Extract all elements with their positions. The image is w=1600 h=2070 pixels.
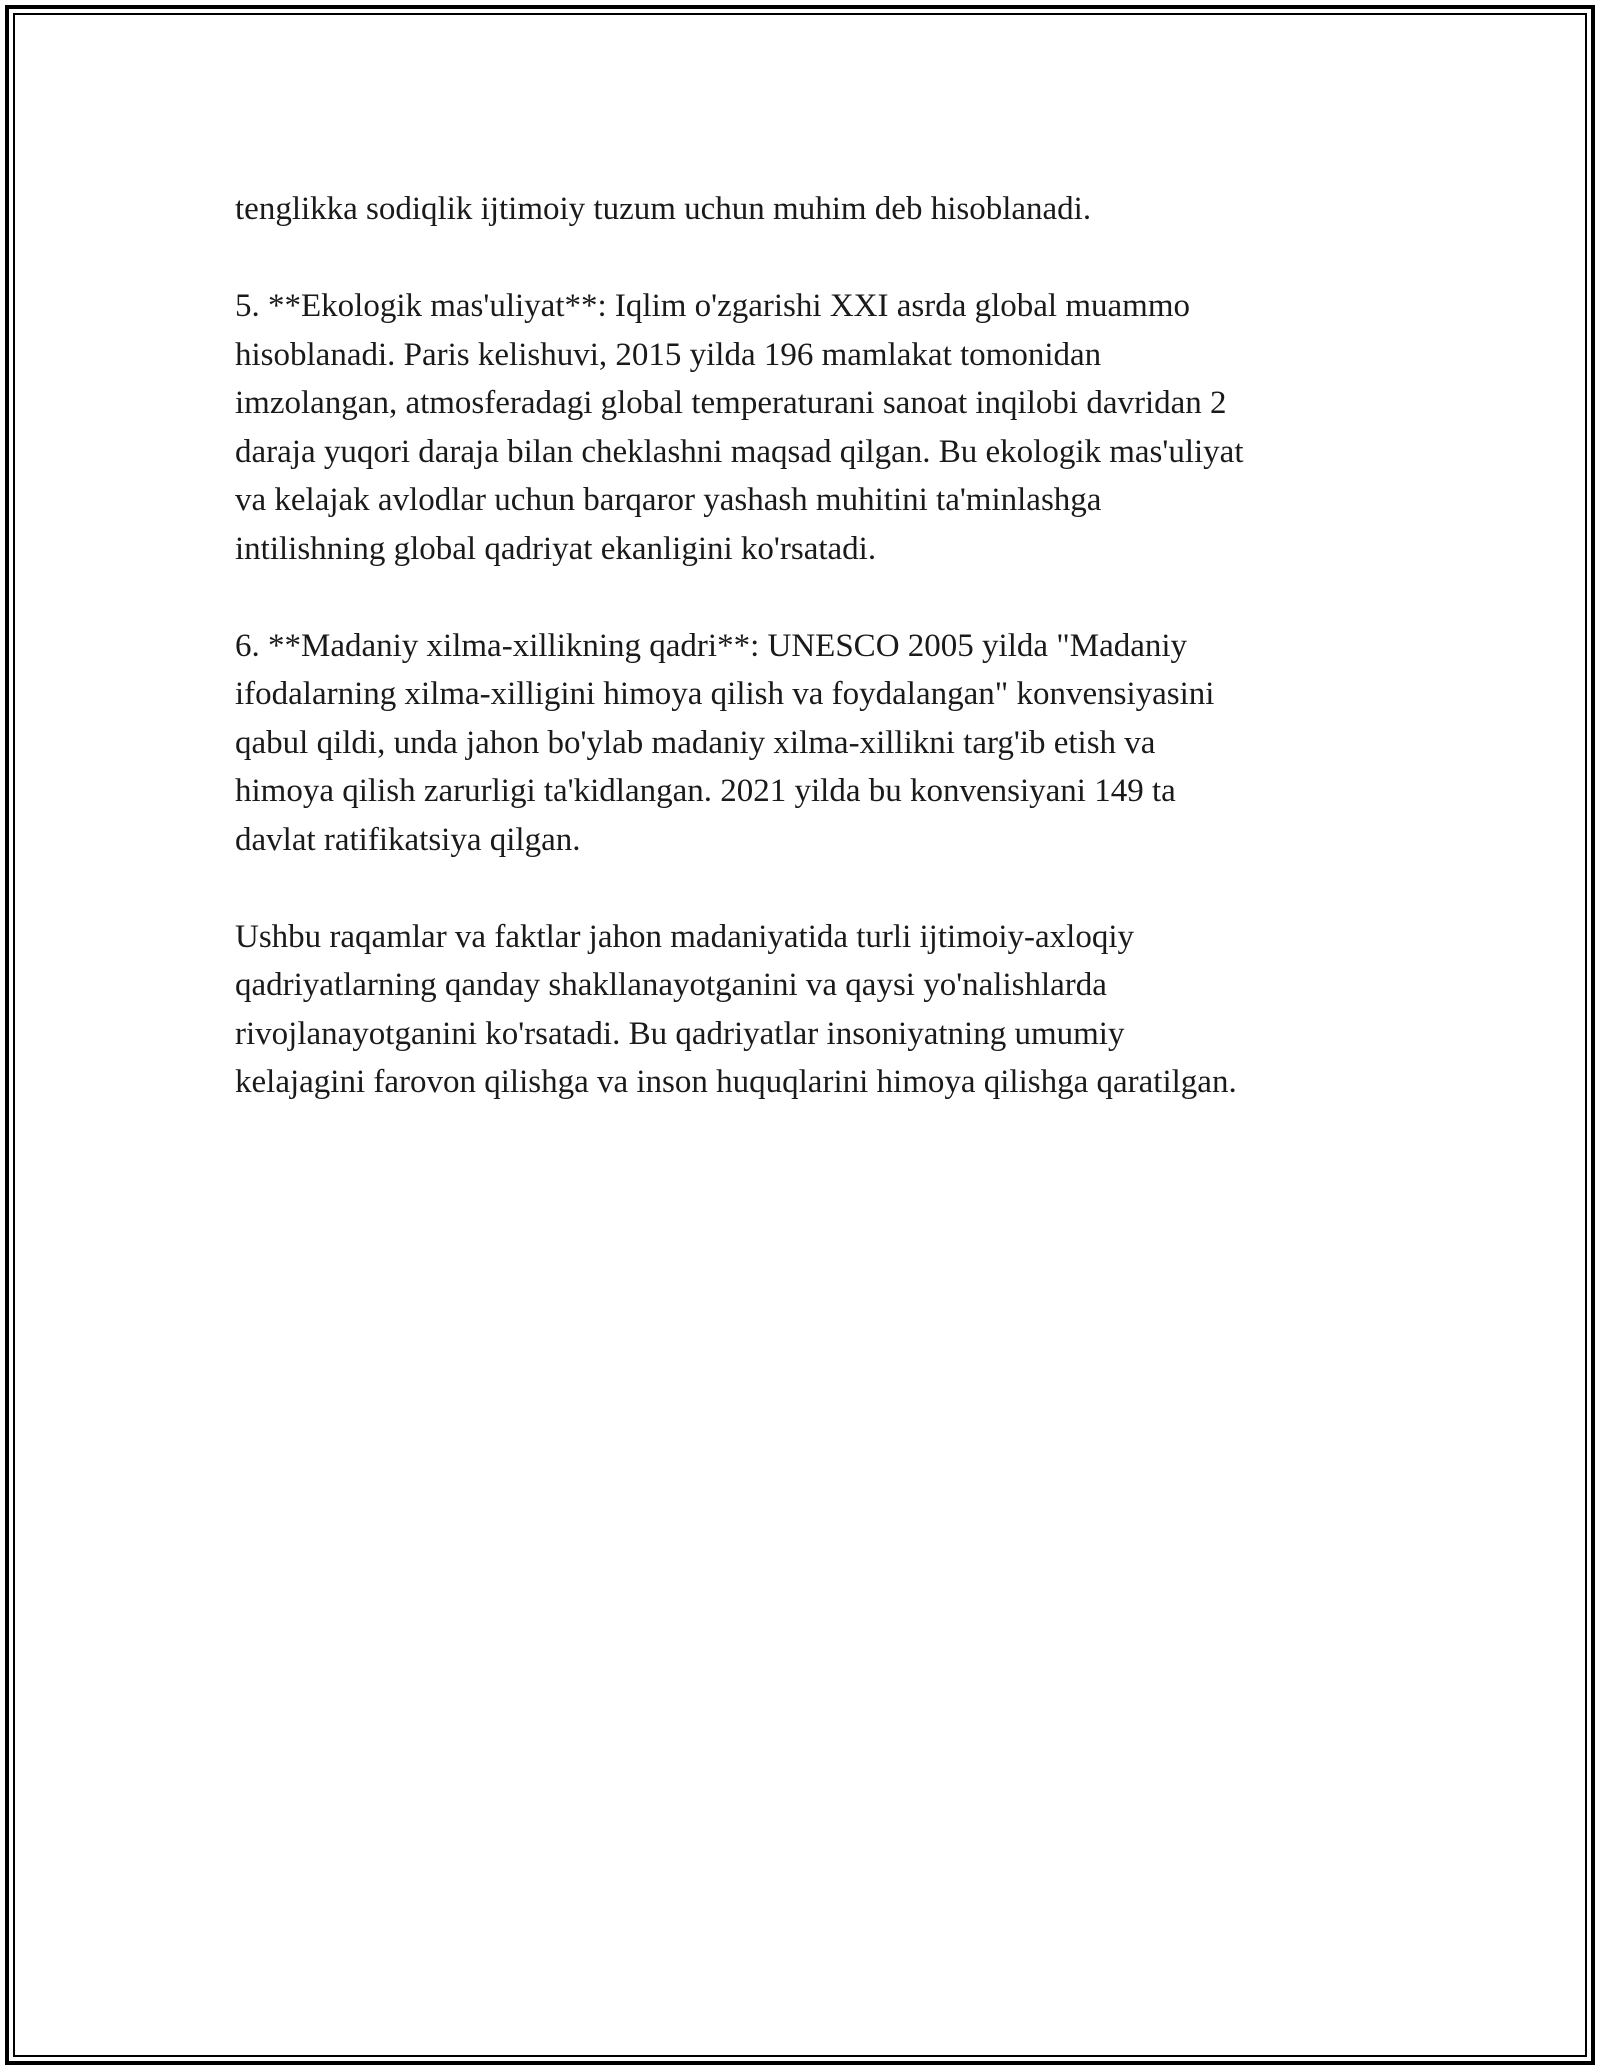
paragraph-cultural-diversity: 6. **Madaniy xilma-xillikning qadri**: UNESCO 2005 yilda "Madaniy ifodalarning xilma-xilligini himoya qilish va foydalangan" konvensiyasini qabul qildi, unda jahon bo'ylab madaniy xilma-xillikni targ'ib etish va himoya qilish zarurligi ta'kidlangan. 2021 yilda bu konvensiyani 149 ta davlat ratifikatsiya qilgan. [235, 627, 1215, 858]
paragraph-conclusion: Ushbu raqamlar va faktlar jahon madaniyatida turli ijtimoiy-axloqiy qadriyatlarning qanday shakllanayotganini va qaysi yo'nalishlarda rivojlanayotganini ko'rsatadi. Bu qadriyatlar insoniyatning umumiy kelajagini farovon qilishga va inson huquqlarini himoya qilishga qaratilgan. [235, 918, 1237, 1100]
paragraph-continuation: tenglikka sodiqlik ijtimoiy tuzum uchun muhim deb hisoblanadi. [235, 191, 1092, 227]
paragraph-ecological-responsibility: 5. **Ekologik mas'uliyat**: Iqlim o'zgarishi XXI asrda global muammo hisoblanadi. Paris kelishuvi, 2015 yilda 196 mamlakat tomonidan imzolangan, atmosferadagi global temperaturani sanoat inqilobi davridan 2 daraja yuqori daraja bilan cheklashni maqsad qilgan. Bu ekologik mas'uliyat va kelajak avlodlar uchun barqaror yashash muhitini ta'minlashga intilishning global qadriyat ekanligini ko'rsatadi. [235, 288, 1244, 567]
document-body [235, 185, 1375, 1155]
